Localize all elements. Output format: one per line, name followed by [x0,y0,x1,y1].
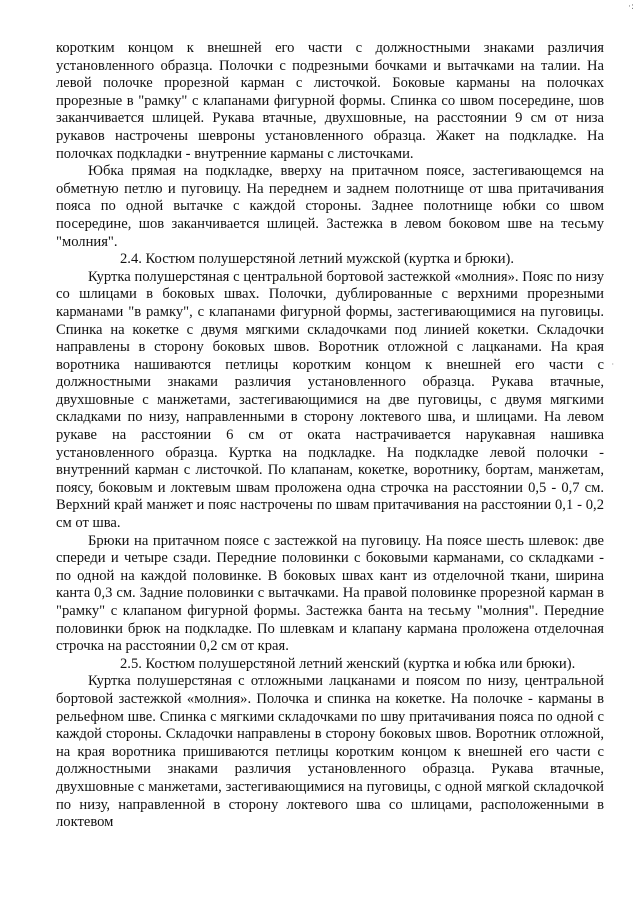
paragraph-skirt-description: Юбка прямая на подкладке, вверху на притачном поясе, застегивающемся на обметную петлю и пуговицу. На переднем и заднем полотнище от шва притачивания пояса по одной вытачке с каждой стороны. Заднее полотнище юбки со швом посередине, шов заканчивается шлицей. Застежка в левом боковом шве на тесьму "молния". [56,163,604,250]
section-heading-2-5: 2.5. Костюм полушерстяной летний женский (куртка и юбка или брюки). [120,655,576,672]
paragraph-jacket-description: коротким концом к внешней его части с должностными знаками различия установленного образца. Полочки с подрезными бочками и вытачками на талии. На левой полочке прорезной карман с листочкой. Боковые карманы на полочках прорезные в "рамку" с клапанами фигурной формы. Спинка со швом посередине, шов заканчивается шлицей. Рукава втачные, двухшовные, на расстоянии 9 см от низа рукавов настрочены шевроны установленного образца. Жакет на подкладке. На полочках подкладки - внутренние карманы с листочками. [56,40,604,162]
paragraph-mens-trousers: Брюки на притачном поясе с застежкой на пуговицу. На поясе шесть шлевок: две спереди и четыре сзади. Передние половинки с боковыми карманами, со складками - по одной на каждой половинке. В боковых швах кант из отделочной ткани, ширина канта 0,3 см. Задние половинки с вытачками. На правой половинке прорезной карман в "рамку" с клапаном фигурной формы. Застежка банта на тесьму "молния". Передние половинки брюк на подкладке. По шлевкам и клапану кармана проложена отделочная строчка на расстоянии 0,2 см от края. [56,532,604,655]
paragraph-mens-jacket: Куртка полушерстяная с центральной бортовой застежкой «молния». Пояс по низу со шлицами в боковых швах. Полочки, дублированные с верхними прорезными карманами "в рамку", с клапанами фигурной формы, застегивающимися на пуговицы. Спинка на кокетке с двумя мягкими складочками под линией кокетки. Складочки направлены в сторону боковых швов. Воротник отложной с лацканами. На края воротника нашиваются петлицы коротким концом к внешней его части с должностными знаками различия установленного образца. Рукава втачные, двухшовные с манжетами, застегивающимися на две пуговицы, с двумя мягкими складками по низу, направленными в сторону локтевого шва, и шлицами. На левом рукаве на расстоянии 6 см от оката настрачивается нарукавная нашивка установленного образца. Куртка на подкладке. На подкладке левой полочки - внутренний карман с листочкой. По клапанам, кокетке, воротнику, бортам, манжетам, поясу, боковым и локтевым швам проложена одна строчка на расстоянии 0,5 - 0,7 см. Верхний край манжет и пояс настрочены по швам притачивания на расстоянии 0,1 - 0,2 см от шва. [56,268,604,532]
paragraph-womens-jacket: Куртка полушерстяная с отложными лацканами и поясом по низу, центральной бортовой застежкой «молния». Полочка и спинка на кокетке. На полочке - карманы в рельефном шве. Спинка с мягкими складочками по шву притачивания пояса по одной с каждой стороны. Складочки направлены в сторону боковых швов. Воротник отложной, на края воротника пришиваются петлицы коротким концом к внешней его части с должностными знаками различия установленного образца. Рукава втачные, двухшовные с манжетами, застегивающимися на пуговицы, с одной мягкой складочкой по низу, направленной в сторону локтевого шва со шлицами, расположенными в локтевом [56,673,604,831]
section-heading-2-4: 2.4. Костюм полушерстяной летний мужской (куртка и брюки). [120,251,515,268]
scan-corner-mark: ·: [628,2,634,12]
scan-edge-mark: · [611,360,614,369]
